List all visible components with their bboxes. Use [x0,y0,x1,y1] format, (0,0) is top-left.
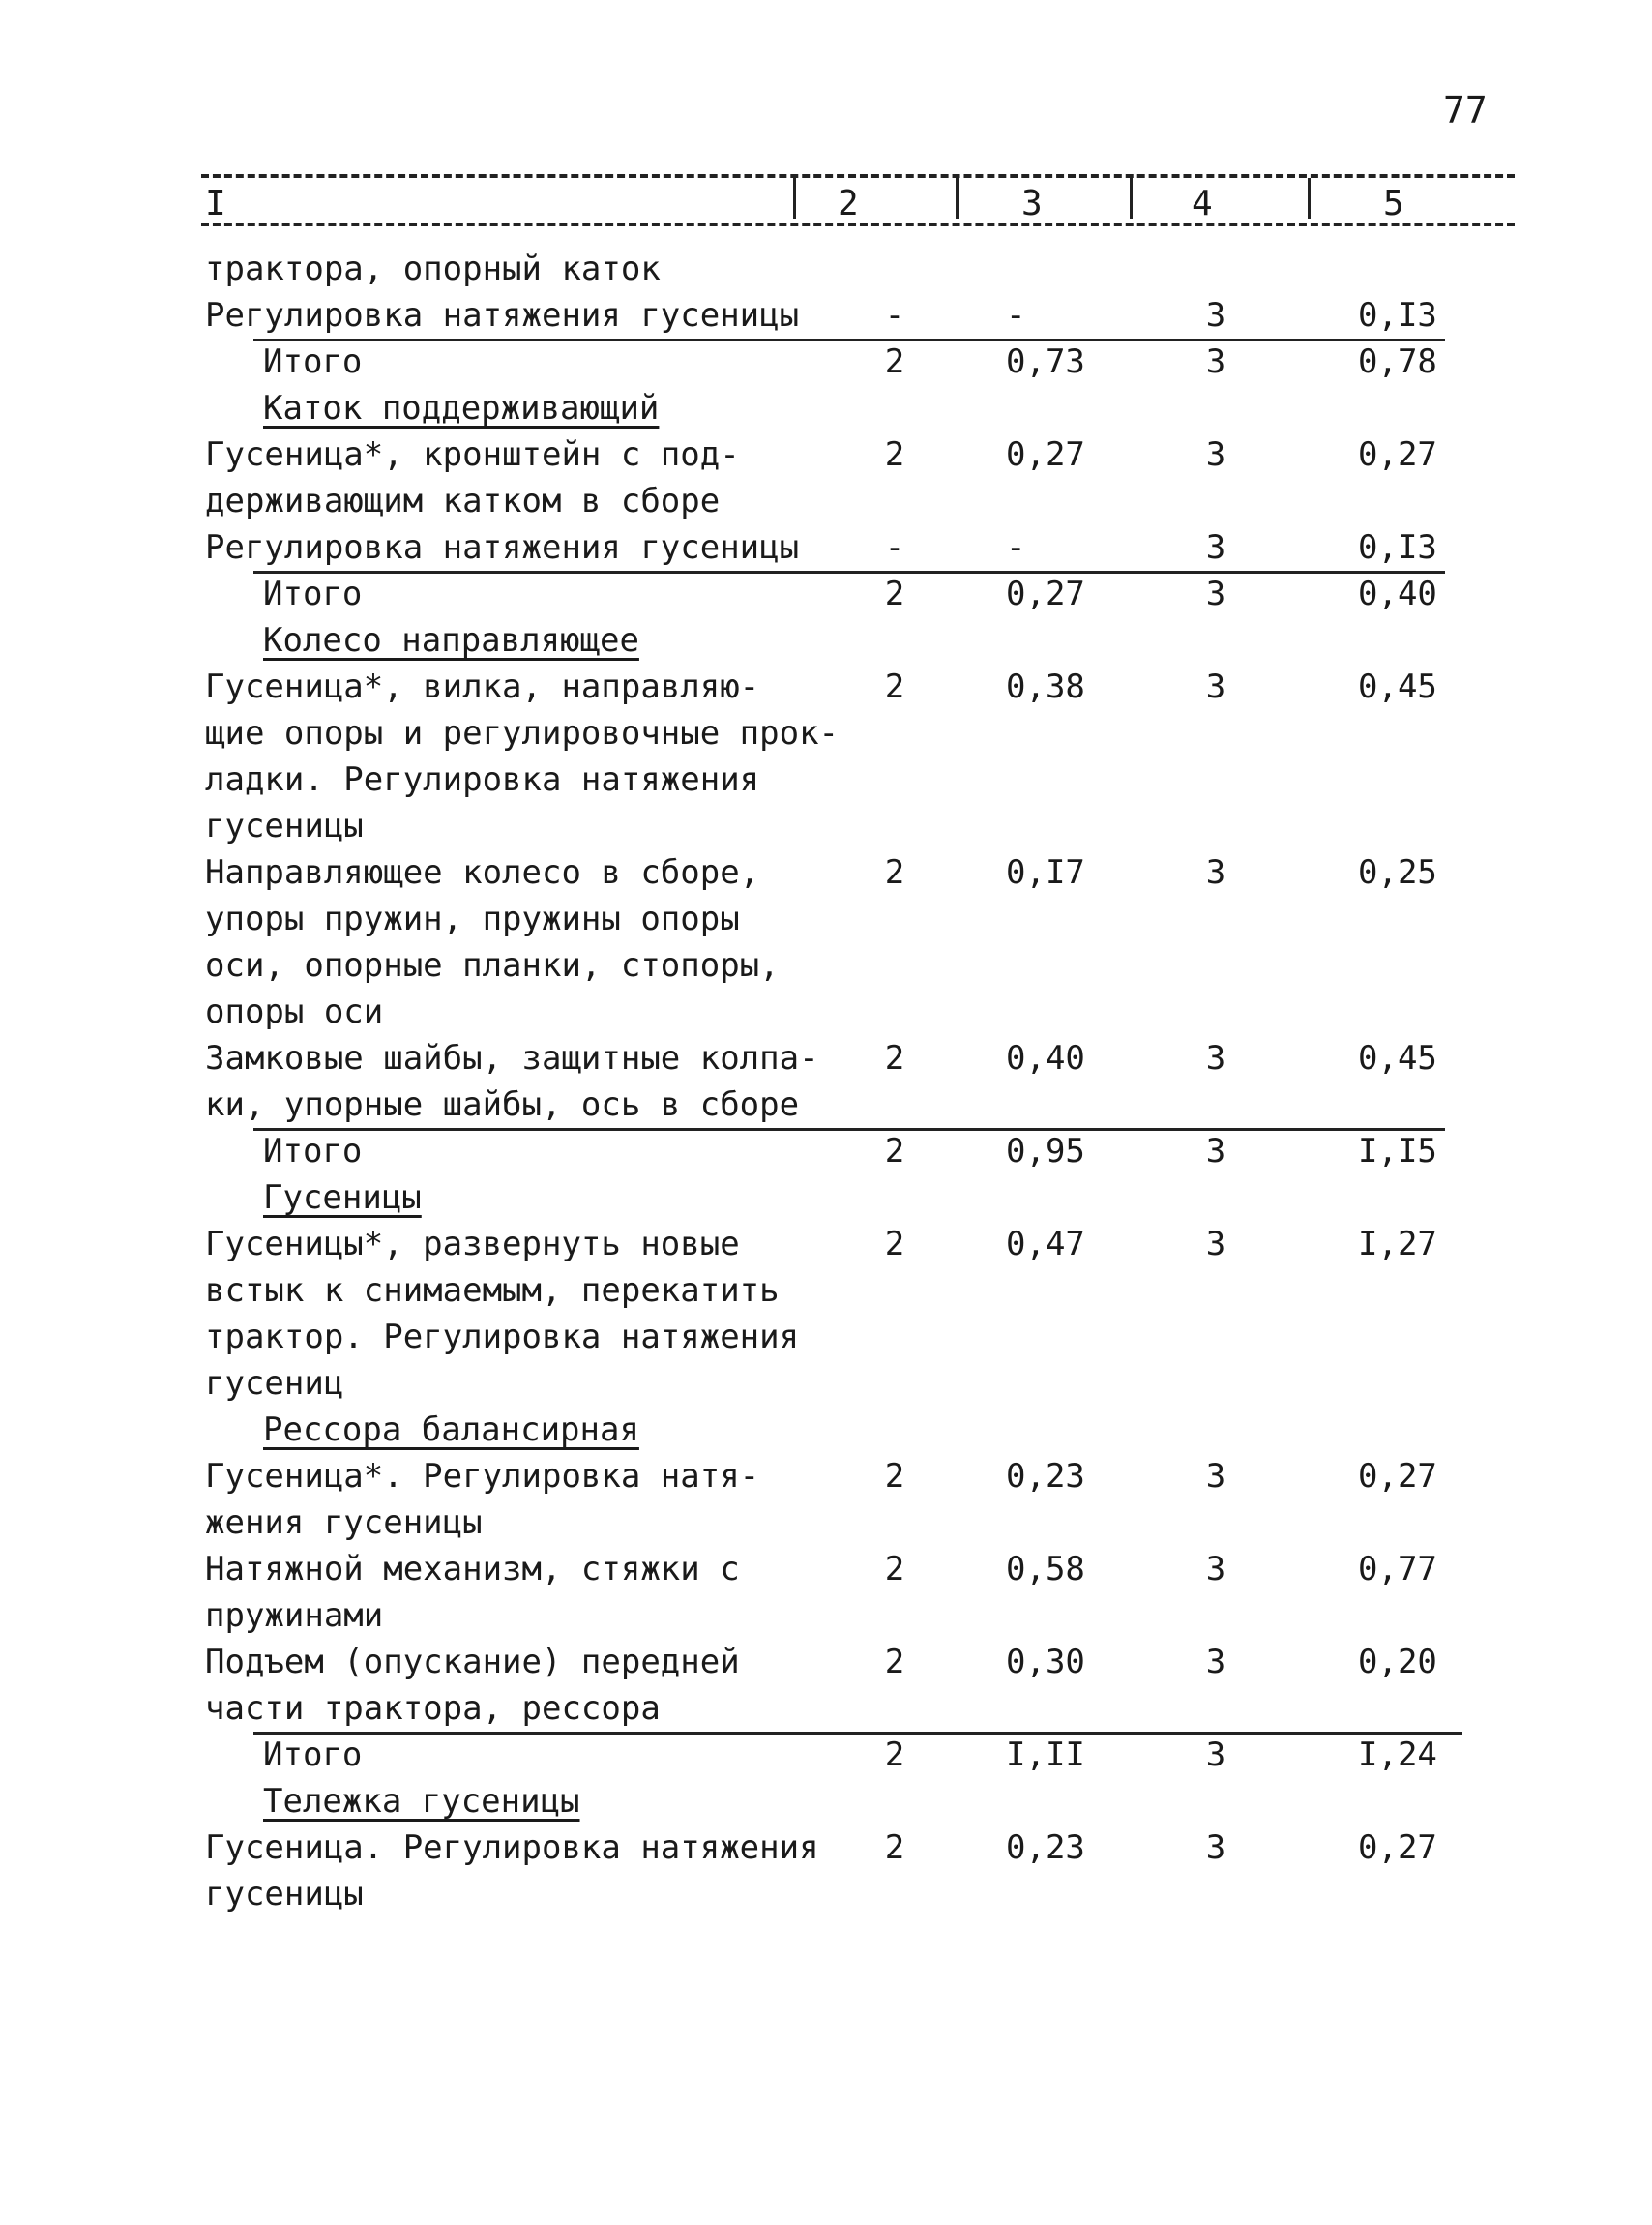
cell-col-3: 0,38 [1006,668,1085,706]
section-heading [263,1778,921,1824]
cell-col-5: 0,77 [1358,1550,1437,1588]
header-col-1: I [205,184,226,223]
cell-col-5: 0,27 [1358,1457,1437,1496]
cell-col-2: 2 [884,1225,905,1263]
cell-col-4: 3 [1205,296,1226,335]
cell-col-5: 0,78 [1358,342,1437,381]
cell-col-2: - [884,528,905,567]
cell-col-4: 3 [1205,1736,1226,1774]
row-description: Регулировка натяжения гусеницы [205,296,800,335]
cell-col-5: 0,I3 [1358,528,1437,567]
cell-col-3: 0,27 [1006,435,1085,474]
cell-col-2: 2 [884,1550,905,1588]
header-separator [793,178,796,219]
cell-col-5: I,I5 [1358,1132,1437,1171]
row-description: Замковые шайбы, защитные колпа- ки, упорные шайбы, ось в сборе [205,1039,819,1124]
cell-col-3: 0,27 [1006,575,1085,613]
row-description: Итого [263,342,363,381]
cell-col-5: 0,45 [1358,668,1437,706]
cell-col-4: 3 [1205,528,1226,567]
cell-col-2: 2 [884,1039,905,1078]
cell-col-3: - [1006,528,1026,567]
cell-col-5: 0,45 [1358,1039,1437,1078]
header-col-4: 4 [1192,184,1213,223]
cell-col-4: 3 [1205,1225,1226,1263]
cell-col-5: 0,I3 [1358,296,1437,335]
cell-col-3: I,II [1006,1736,1085,1774]
section-heading [263,1407,921,1453]
header-separator [1308,178,1311,219]
cell-col-5: 0,20 [1358,1643,1437,1681]
cell-col-3: 0,30 [1006,1643,1085,1681]
cell-col-4: 3 [1205,1039,1226,1078]
row-description: Гусеницы*, развернуть новые встык к снимаемым, перекатить трактор. Регулировка натяжения гусениц [205,1225,800,1403]
cell-col-4: 3 [1205,668,1226,706]
section-heading-text: Колесо направляющее [263,621,639,660]
cell-col-4: 3 [1205,342,1226,381]
section-heading-text: Тележка гусеницы [263,1782,580,1821]
row-description: трактора, опорный каток [205,250,661,288]
cell-col-3: 0,73 [1006,342,1085,381]
header-separator [956,178,959,219]
section-heading-text: Гусеницы [263,1178,422,1217]
row-description: Гусеница*. Регулировка натя- жения гусеницы [205,1457,760,1542]
cell-col-3: 0,I7 [1006,853,1085,892]
cell-col-3: 0,23 [1006,1828,1085,1867]
row-description: Регулировка натяжения гусеницы [205,528,800,567]
header-col-3: 3 [1021,184,1043,223]
section-heading [263,1174,921,1221]
cell-col-2: 2 [884,1132,905,1171]
cell-col-2: 2 [884,1457,905,1496]
cell-col-2: 2 [884,575,905,613]
cell-col-4: 3 [1205,1132,1226,1171]
cell-col-5: 0,27 [1358,1828,1437,1867]
cell-col-4: 3 [1205,1550,1226,1588]
section-heading-text: Рессора балансирная [263,1410,639,1449]
row-description: Гусеница. Регулировка натяжения гусеницы [205,1828,819,1914]
row-description: Итого [263,575,363,613]
cell-col-4: 3 [1205,853,1226,892]
header-separator [1130,178,1133,219]
page-number: 77 [1443,89,1488,132]
cell-col-3: 0,40 [1006,1039,1085,1078]
cell-col-4: 3 [1205,1457,1226,1496]
cell-col-2: 2 [884,1643,905,1681]
cell-col-2: 2 [884,1736,905,1774]
section-heading [263,617,921,664]
cell-col-5: 0,27 [1358,435,1437,474]
row-description: Направляющее колесо в сборе, упоры пружин, пружины опоры оси, опорные планки, стопоры, опоры оси [205,853,780,1031]
cell-col-2: 2 [884,435,905,474]
cell-col-4: 3 [1205,435,1226,474]
table-header [0,184,1652,226]
row-description: Итого [263,1132,363,1171]
cell-col-4: 3 [1205,1643,1226,1681]
cell-col-5: 0,25 [1358,853,1437,892]
row-description: Итого [263,1736,363,1774]
cell-col-2: 2 [884,668,905,706]
cell-col-3: 0,47 [1006,1225,1085,1263]
cell-col-3: 0,95 [1006,1132,1085,1171]
cell-col-2: 2 [884,1828,905,1867]
cell-col-5: I,24 [1358,1736,1437,1774]
section-heading-text: Каток поддерживающий [263,389,660,428]
cell-col-3: - [1006,296,1026,335]
cell-col-2: 2 [884,342,905,381]
cell-col-2: - [884,296,905,335]
section-heading [263,385,921,431]
cell-col-2: 2 [884,853,905,892]
cell-col-3: 0,58 [1006,1550,1085,1588]
row-description: Гусеница*, кронштейн с под- держивающим катком в сборе [205,435,740,520]
row-description: Гусеница*, вилка, направляю- щие опоры и регулировочные прок- ладки. Регулировка натяжения гусеницы [205,668,840,846]
cell-col-4: 3 [1205,1828,1226,1867]
header-col-5: 5 [1383,184,1404,223]
row-description: Подъем (опускание) передней части трактора, рессора [205,1643,740,1728]
header-top-dashed-rule [201,174,1515,178]
cell-col-5: 0,40 [1358,575,1437,613]
cell-col-4: 3 [1205,575,1226,613]
cell-col-5: I,27 [1358,1225,1437,1263]
row-description: Натяжной механизм, стяжки с пружинами [205,1550,740,1635]
cell-col-3: 0,23 [1006,1457,1085,1496]
header-col-2: 2 [838,184,859,223]
